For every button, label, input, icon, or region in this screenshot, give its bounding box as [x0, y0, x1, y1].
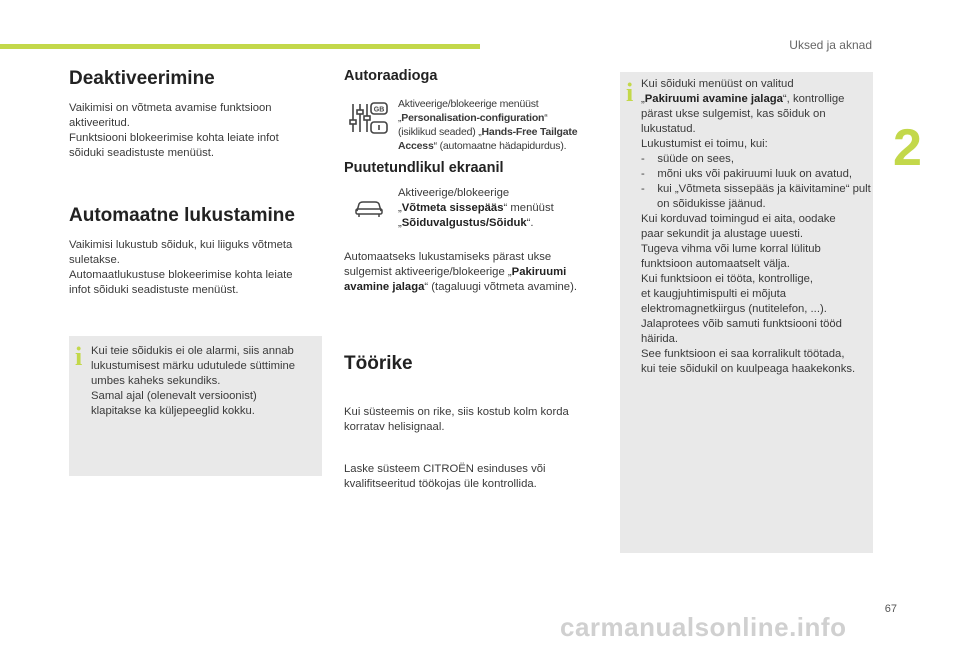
info-icon: i — [75, 342, 83, 371]
audio-settings-icon — [348, 100, 390, 136]
header-accent-bar — [0, 44, 480, 49]
car-icon — [354, 198, 384, 218]
toorike-text-1: Kui süsteemis on rike, siis kostub kolm korda korratav helisignaal. — [344, 406, 569, 433]
puutetundlik-text: Aktiveerige/blokeerige „Võtmeta sissepääs“ menüüst „Sõiduvalgustus/Sõiduk“. — [398, 187, 554, 229]
info-box-right: i Kui sõiduki menüüst on valitud „Pakiruumi avamine jalaga“, kontrollige pärast ukse sulgemist, kas sõiduk on lukustatud. Lukustumist ei toimu, kui: - süüde on sees, - mõni uks või pakiruumi luuk on avatud, - kui „Võtmeta sissepääs ja käivitamine“ pult on sõidukisse jäänud. Kui korduvad toimingud ei aita, oodake paar sekundit ja alustage uuesti. Tugeva vihma või lume korral lülitub funktsioon automaatselt välja. Kui funktsioon ei tööta, kontrollige, et kaugjuhtimispulti ei mõjuta elektromagnetkiirgus (nutitelefon, ...). Jalaprotees võib samuti funktsiooni tööd häirida. See funktsioon ei saa korralikult töötada, kui teie sõidukil on kuulpeaga haakekonks. — [620, 72, 873, 553]
list-item: - kui „Võtmeta sissepääs ja käivitamine“ pult on sõidukisse jäänud. — [641, 183, 871, 210]
puutetundlik-title: Puutetundlikul ekraanil — [344, 160, 504, 176]
page-number: 67 — [884, 603, 897, 615]
toorike-text-2: Laske süsteem CITROËN esinduses või kvalifitseeritud töökojas üle kontrollida. — [344, 463, 546, 490]
svg-text:GB: GB — [373, 106, 385, 114]
list-item: - süüde on sees, — [641, 153, 734, 165]
toorike-title: Töörike — [344, 353, 413, 374]
automaatseks-text: Automaatseks lukustamiseks pärast ukse sulgemist aktiveerige/blokeerige „Pakiruumi avamine jalaga“ (tagaluugi võtmeta avamine). — [344, 251, 577, 293]
info-icon: i — [626, 78, 634, 107]
info-box-left: i Kui teie sõidukis ei ole alarmi, siis annab lukustumisest märku udutulede süttimine umbes kaheks sekundiks. Samal ajal (olenevalt versioonist) klapitakse ka küljepeeglid kokku. — [69, 336, 322, 476]
automaatne-title: Automaatne lukustamine — [69, 205, 295, 226]
deaktiveerimine-title: Deaktiveerimine — [69, 68, 215, 89]
watermark: carmanualsonline.info — [560, 612, 847, 642]
chapter-number: 2 — [893, 119, 922, 177]
automaatne-text: Vaikimisi lukustub sõiduk, kui liiguks võtmeta suletakse. Automaatlukustuse blokeerimise kohta leiate infot sõiduki seadistuste menüüst. — [69, 239, 293, 296]
list-item: - mõni uks või pakiruumi luuk on avatud, — [641, 168, 852, 180]
autoraadio-title: Autoraadioga — [344, 68, 438, 84]
deaktiveerimine-text: Vaikimisi on võtmeta avamise funktsioon aktiveeritud. Funktsiooni blokeerimise kohta leiate infot sõiduki seadistuste menüüst. — [69, 102, 279, 159]
section-header: Uksed ja aknad — [789, 38, 872, 52]
autoraadio-text: Aktiveerige/blokeerige menüüst „Personalisation-configuration“ (isiklikud seaded) „Hands-Free Tailgate Access“ (automaatne hädapidurdus). — [398, 98, 578, 152]
